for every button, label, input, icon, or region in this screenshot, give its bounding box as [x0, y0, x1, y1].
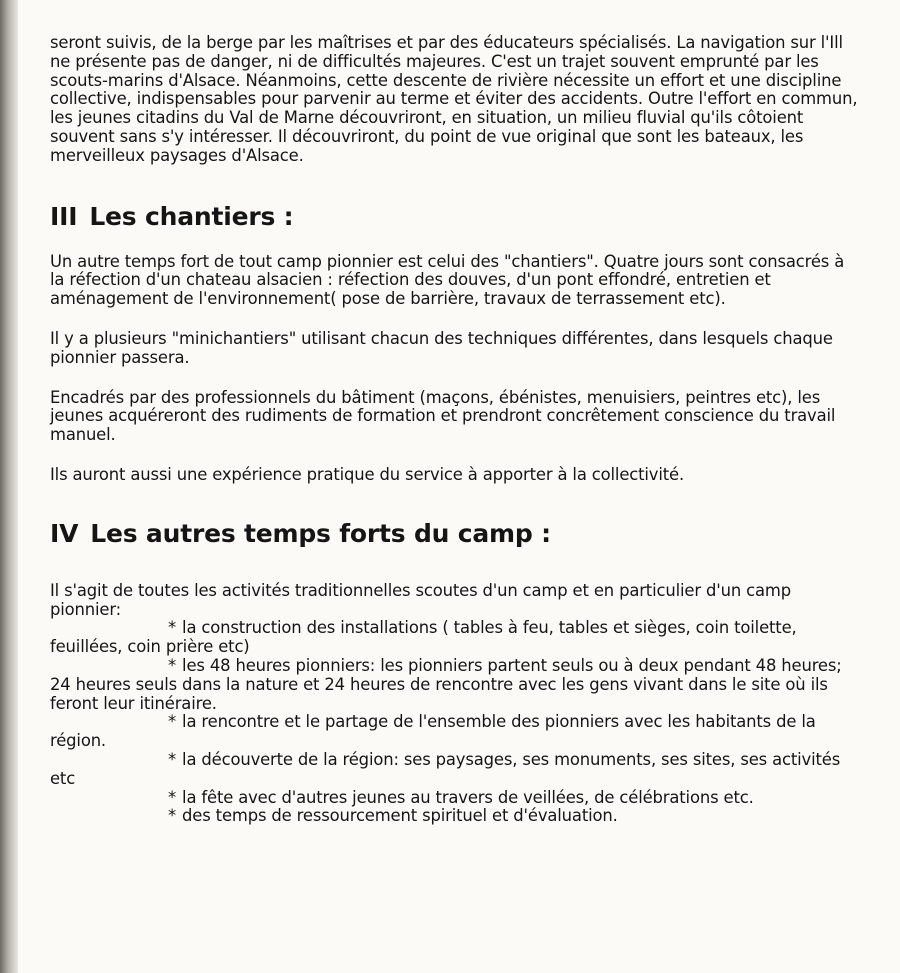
document-body — [50, 34, 862, 826]
section-3-heading — [50, 202, 862, 231]
list-item-text: la fête avec d'autres jeunes au travers de veillées, de célébrations etc. — [182, 787, 754, 807]
list-item — [50, 657, 862, 713]
section-3-paragraph-2: Il y a plusieurs "minichantiers" utilisant chacun des techniques différentes, dans lesquels chaque pionnier passera. — [50, 328, 833, 367]
list-item-text: la découverte de la région: ses paysages, ses monuments, ses sites, ses activités etc — [50, 749, 841, 788]
bullet-mark: * — [168, 749, 177, 769]
bullet-mark: * — [168, 712, 177, 732]
list-item-text: les 48 heures pionniers: les pionniers partent seuls ou à deux pendant 48 heures; 24 heures seuls dans la nature et 24 heures de rencontre avec les gens vivant dans le site où ils feront leur itinéraire. — [50, 655, 842, 713]
list-item — [50, 789, 862, 808]
bullet-mark: * — [168, 806, 177, 826]
list-item — [50, 619, 862, 657]
list-item-text: des temps de ressourcement spirituel et d'évaluation. — [182, 806, 618, 826]
section-3-number: III — [50, 201, 78, 231]
page-binding-shadow — [0, 0, 18, 973]
bullet-mark: * — [168, 655, 177, 675]
section-3-title: Les chantiers : — [89, 201, 294, 231]
section-4-heading — [50, 519, 862, 548]
section-4-intro: Il s'agit de toutes les activités traditionnelles scoutes d'un camp et en particulier d'un camp pionnier: — [50, 580, 791, 619]
section-3-paragraph-1: Un autre temps fort de tout camp pionnier est celui des "chantiers". Quatre jours sont consacrés à la réfection d'un chateau alsacien : réfection des douves, d'un pont effondré, entretien et aménagement de l'environnement( pose de barrière, travaux de terrassement etc). — [50, 251, 845, 309]
section-4-title: Les autres temps forts du camp : — [90, 518, 551, 548]
bullet-mark: * — [168, 618, 177, 638]
list-item — [50, 751, 862, 789]
intro-paragraph: seront suivis, de la berge par les maîtrises et par des éducateurs spécialisés. La navigation sur l'Ill ne présente pas de danger, ni de difficultés majeures. C'est un trajet souvent emprunté par les scouts-marins d'Alsace. Néanmoins, cette descente de rivière nécessite un effort et une discipline collective, indispensables pour parvenir au terme et éviter des accidents. Outre l'effort en commun, les jeunes citadins du Val de Marne découvriront, en situation, un milieu fluvial qu'ils côtoient souvent sans s'y intéresser. Il découvriront, du point de vue original que sont les bateaux, les merveilleux paysages d'Alsace. — [50, 33, 858, 165]
section-3-paragraph-4: Ils auront aussi une expérience pratique du service à apporter à la collectivité. — [50, 464, 685, 484]
list-item-text: la construction des installations ( tables à feu, tables et sièges, coin toilette, feuillées, coin prière etc) — [50, 618, 797, 657]
list-item — [50, 713, 862, 751]
bullet-mark: * — [168, 787, 177, 807]
section-4-list — [50, 582, 862, 826]
list-item-text: la rencontre et le partage de l'ensemble des pionniers avec les habitants de la région. — [50, 712, 816, 751]
section-3-paragraph-3: Encadrés par des professionnels du bâtiment (maçons, ébénistes, menuisiers, peintres etc), les jeunes acquéreront des rudiments de formation et prendront concrêtement conscience du travail manuel. — [50, 387, 836, 445]
section-4-number: IV — [50, 518, 79, 548]
list-item — [50, 807, 862, 826]
